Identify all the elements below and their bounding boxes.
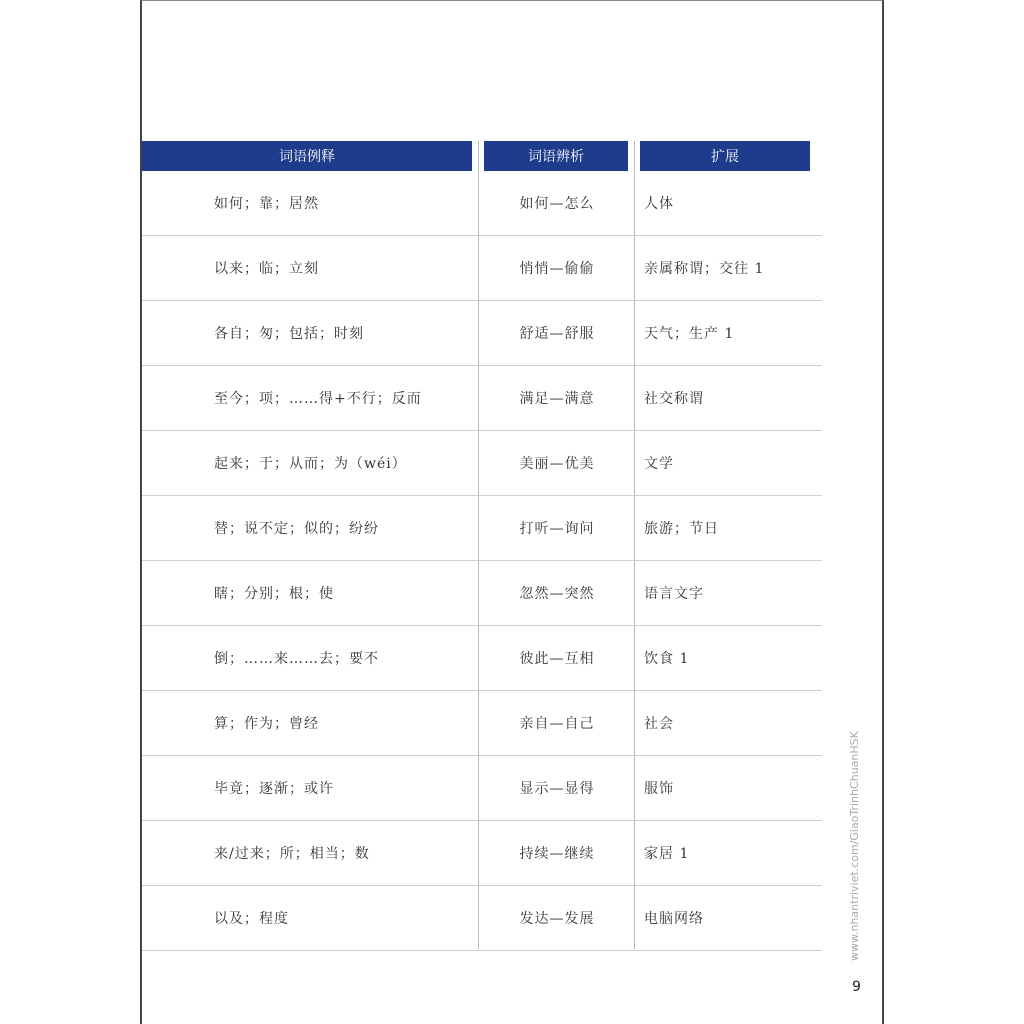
cell-word-examples: 起来；于；从而；为（wéi） — [214, 456, 407, 472]
cell-word-examples: 倒；……来……去；要不 — [214, 651, 379, 667]
table-row — [142, 171, 822, 236]
cell-word-examples: 各自；匆；包括；时刻 — [214, 326, 364, 342]
cell-extension: 亲属称谓；交往 1 — [644, 261, 765, 277]
cell-extension: 天气；生产 1 — [644, 326, 735, 342]
table-row — [142, 236, 822, 301]
table-row — [142, 821, 822, 886]
cell-word-analysis: 如何—怎么 — [519, 196, 595, 212]
cell-word-analysis: 忽然—突然 — [519, 586, 595, 602]
header-extension: 扩展 — [640, 141, 810, 171]
cell-extension: 电脑网络 — [644, 911, 704, 927]
book-page — [140, 0, 884, 1024]
cell-word-examples: 毕竟；逐渐；或许 — [214, 781, 334, 797]
cell-word-analysis: 彼此—互相 — [519, 651, 595, 667]
page-number: 9 — [852, 979, 861, 995]
cell-extension: 服饰 — [644, 781, 674, 797]
cell-word-analysis: 美丽—优美 — [519, 456, 595, 472]
cell-word-analysis: 持续—继续 — [519, 846, 595, 862]
cell-extension: 社交称谓 — [644, 391, 704, 407]
cell-word-examples: 瞎；分别；根；使 — [214, 586, 334, 602]
cell-extension: 社会 — [644, 716, 674, 732]
cell-word-analysis: 打听—询问 — [519, 521, 595, 537]
table-row — [142, 301, 822, 366]
table-row — [142, 561, 822, 626]
cell-extension: 饮食 1 — [644, 651, 690, 667]
cell-extension: 文学 — [644, 456, 674, 472]
cell-word-examples: 至今；项；……得+不行；反而 — [214, 391, 422, 407]
cell-word-analysis: 亲自—自己 — [519, 716, 595, 732]
header-word-analysis: 词语辨析 — [484, 141, 628, 171]
table-row — [142, 366, 822, 431]
cell-word-analysis: 显示—显得 — [519, 781, 595, 797]
cell-extension: 人体 — [644, 196, 674, 212]
header-word-examples: 词语例释 — [142, 141, 472, 171]
table-row — [142, 626, 822, 691]
cell-word-analysis: 满足—满意 — [519, 391, 595, 407]
cell-extension: 语言文字 — [644, 586, 704, 602]
watermark-url: www.nhantriviet.com/GiaoTrinhChuanHSK — [848, 731, 861, 961]
cell-word-analysis: 悄悄—偷偷 — [519, 261, 595, 277]
cell-word-examples: 以来；临；立刻 — [214, 261, 319, 277]
table-row — [142, 756, 822, 821]
cell-word-examples: 如何；靠；居然 — [214, 196, 319, 212]
cell-word-analysis: 舒适—舒服 — [519, 326, 595, 342]
cell-word-examples: 来/过来；所；相当；数 — [214, 846, 370, 862]
table-row — [142, 431, 822, 496]
table-row — [142, 496, 822, 561]
cell-word-examples: 替；说不定；似的；纷纷 — [214, 521, 379, 537]
cell-word-analysis: 发达—发展 — [519, 911, 595, 927]
cell-word-examples: 以及；程度 — [214, 911, 289, 927]
table-row — [142, 886, 822, 951]
table-row — [142, 691, 822, 756]
table-body — [142, 171, 822, 951]
cell-extension: 旅游；节日 — [644, 521, 719, 537]
cell-word-examples: 算；作为；曾经 — [214, 716, 319, 732]
cell-extension: 家居 1 — [644, 846, 690, 862]
